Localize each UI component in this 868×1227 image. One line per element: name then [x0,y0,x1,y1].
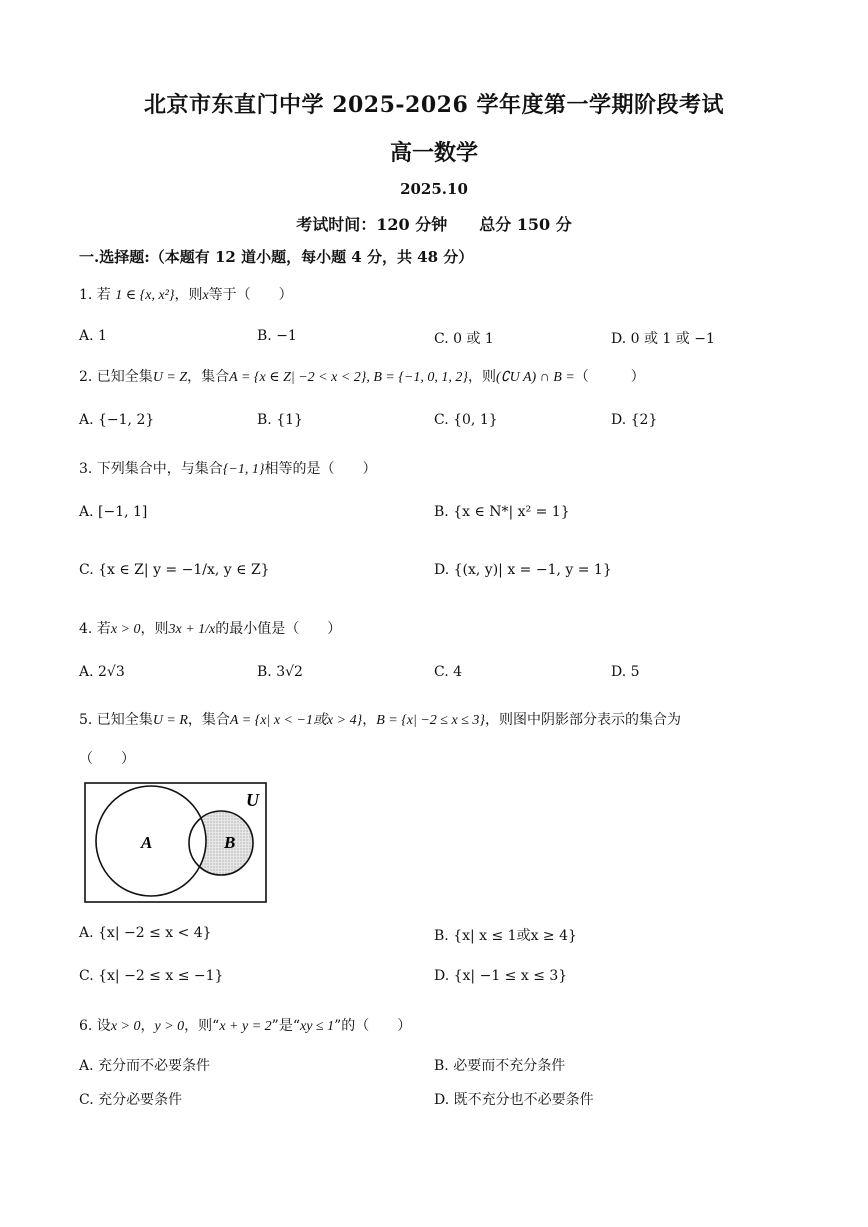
q2-mid-1: ，集合 [187,369,230,385]
q1-prefix: 1. 若 [79,287,111,303]
q2-option-a: A. {−1, 2} [79,412,155,428]
q3-prefix: 3. 下列集合中，与集合 [79,461,223,477]
q4-mid: ，则 [140,621,169,637]
q5-option-d: D. {x| −1 ≤ x ≤ 3} [434,968,568,984]
set-a-label: A [141,833,153,852]
q2-mid-2: ，则 [468,369,497,385]
q6-option-a: A. 充分而不必要条件 [79,1058,211,1074]
q1-option-c: C. 0 或 1 [434,331,494,347]
q4-option-b: B. 3√2 [257,664,303,680]
q6-option-b: B. 必要而不充分条件 [434,1058,566,1074]
exam-title: 北京市东直门中学 2025-2026 学年度第一学期阶段考试 [144,92,724,118]
q5-paren: （ ） [79,751,135,767]
q1-math: 1 ∈ {x, x²} [115,288,175,303]
q2-math-3: (∁U A) ∩ B = [496,370,575,385]
q6-math-4: xy ≤ 1 [299,1019,335,1034]
exam-date: 2025.10 [400,180,468,198]
q1-suffix: 等于（ ） [208,287,293,303]
q3-option-a: A. [−1, 1] [79,504,148,520]
q5-option-a: A. {x| −2 ≤ x < 4} [79,925,212,941]
q5-math-1: U = R [152,713,188,728]
q1-var: x [202,288,209,303]
q2-option-d: D. {2} [611,412,658,428]
question-1-stem [79,284,293,304]
q5-mid-1: ，集合 [187,712,230,728]
q5-option-b: B. {x| x ≤ 1或x ≥ 4} [434,928,577,944]
q3-option-d: D. {(x, y)| x = −1, y = 1} [434,562,612,578]
q2-suffix: （ ） [574,369,645,385]
question-2-stem [79,366,645,386]
exam-info: 考试时间：120 分钟 总分 150 分 [296,215,572,234]
q1-option-a: A. 1 [79,328,107,344]
q6-math-2: y > 0 [154,1019,185,1034]
section-title: 一.选择题:（本题有 12 道小题，每小题 4 分，共 48 分） [79,248,474,266]
q2-option-c: C. {0, 1} [434,412,498,428]
q2-math-2: A = {x ∈ Z| −2 < x < 2}, B = {−1, 0, 1, 2} [229,370,469,385]
q6-mid-1: ， [140,1018,155,1034]
universe-label: U [246,790,259,810]
q1-option-d: D. 0 或 1 或 −1 [611,331,715,347]
q4-prefix: 4. 若 [79,621,111,637]
q6-math-1: x > 0 [110,1019,141,1034]
q6-option-d: D. 既不充分也不必要条件 [434,1092,594,1108]
q3-option-c: C. {x ∈ Z| y = −1/x, y ∈ Z} [79,562,270,578]
q4-option-a: A. 2√3 [79,664,125,680]
q5-prefix: 5. 已知全集 [79,712,153,728]
q1-mid: ，则 [174,287,203,303]
q3-suffix: 相等的是（ ） [264,461,377,477]
q4-suffix: 的最小值是（ ） [215,621,342,637]
q6-option-c: C. 充分必要条件 [79,1092,183,1108]
venn-diagram [84,782,268,904]
q4-option-d: D. 5 [611,664,640,680]
q6-suffix: ”的（ ） [334,1018,412,1034]
question-5-stem [79,709,681,729]
exam-subject: 高一数学 [389,140,478,166]
q6-mid-3: ”是“ [271,1018,300,1034]
q4-math: x > 0 [110,622,141,637]
question-6-stem [79,1015,411,1035]
q2-prefix: 2. 已知全集 [79,369,153,385]
q2-math-1: U = Z [152,370,188,385]
q1-option-b: B. −1 [257,328,297,344]
q6-mid-2: ，则“ [184,1018,220,1034]
q3-option-b: B. {x ∈ N*| x² = 1} [434,504,570,520]
q5-math-3: B = {x| −2 ≤ x ≤ 3} [376,713,485,728]
q2-option-b: B. {1} [257,412,303,428]
set-b-label: B [224,833,236,852]
q5-suffix: ，则图中阴影部分表示的集合为 [485,712,681,728]
q5-math-2: A = {x| x < −1或x > 4} [229,713,363,728]
q3-math: {−1, 1} [222,462,265,477]
q6-math-3: x + y = 2 [219,1019,272,1034]
q5-mid-2: ， [362,712,377,728]
question-4-stem [79,618,341,638]
q4-expr: 3x + 1/x [168,622,216,637]
question-3-stem [79,458,376,478]
q4-option-c: C. 4 [434,664,463,680]
q5-option-c: C. {x| −2 ≤ x ≤ −1} [79,968,224,984]
q6-prefix: 6. 设 [79,1018,111,1034]
